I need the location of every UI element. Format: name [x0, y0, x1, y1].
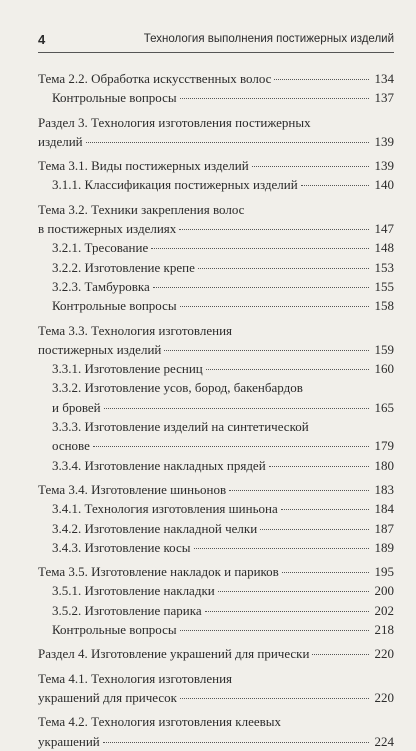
toc-entry-page: 155: [374, 278, 394, 294]
toc-entry-title: изделий: [38, 133, 83, 149]
toc-entry-title: Тема 3.2. Техники закрепления волос: [38, 201, 245, 217]
toc-entry[interactable]: [38, 258, 394, 277]
leader-dots: [229, 489, 369, 491]
toc-entry-title: Контрольные вопросы: [52, 622, 177, 638]
leader-dots: [281, 508, 369, 510]
toc-entry-title: 3.2.3. Тамбуровка: [52, 278, 150, 294]
toc-entry-title: Тема 3.1. Виды постижерных изделий: [38, 158, 249, 174]
leader-dots: [151, 247, 369, 249]
toc-entry-page: 200: [374, 583, 394, 599]
toc-entry-title: Тема 2.2. Обработка искусственных волос: [38, 71, 272, 86]
leader-dots: [269, 465, 369, 467]
leader-dots: [153, 286, 369, 288]
toc-entry-page: 159: [374, 341, 394, 357]
toc-entry[interactable]: [38, 669, 394, 688]
leader-dots: [260, 528, 369, 530]
toc-entry-page: 220: [374, 689, 394, 705]
toc-entry-page: 183: [374, 481, 394, 497]
toc-entry-page: 189: [374, 539, 394, 555]
leader-dots: [164, 349, 369, 351]
toc-entry-title: 3.5.2. Изготовление парика: [52, 602, 202, 618]
leader-dots: [206, 368, 369, 370]
toc-entry-title: 3.3.3. Изготовление изделий на синтетической: [52, 419, 309, 435]
toc-entry-title: украшений: [38, 733, 100, 749]
leader-dots: [274, 78, 369, 80]
toc-entry[interactable]: [38, 200, 394, 219]
toc-entry[interactable]: [38, 712, 394, 731]
leader-dots: [179, 228, 369, 230]
leader-dots: [312, 653, 369, 655]
leader-dots: [198, 267, 369, 269]
leader-dots: [104, 407, 369, 409]
toc-entry[interactable]: [38, 277, 394, 296]
leader-dots: [282, 571, 369, 573]
toc-entry-title: 3.3.4. Изготовление накладных прядей: [52, 457, 266, 473]
toc-entry-page: 187: [374, 520, 394, 536]
toc-entry-title: 3.5.1. Изготовление накладки: [52, 583, 215, 599]
leader-dots: [180, 629, 369, 631]
running-header: [38, 30, 394, 53]
toc-entry[interactable]: [38, 732, 394, 751]
toc-entry[interactable]: [38, 69, 394, 88]
toc-entry-page: 160: [374, 361, 394, 377]
toc-entry-title: 3.3.2. Изготовление усов, бород, бакенбардов: [52, 380, 303, 396]
toc-entry-title: 3.4.1. Технология изготовления шиньона: [52, 501, 278, 517]
toc-entry[interactable]: [38, 219, 394, 238]
toc-entry[interactable]: [38, 417, 394, 436]
toc-entry-title: постижерных изделий: [38, 341, 162, 357]
leader-dots: [103, 741, 369, 743]
toc-entry[interactable]: [38, 620, 394, 639]
toc-entry-page: 202: [374, 602, 394, 618]
leader-dots: [194, 547, 369, 549]
leader-dots: [218, 590, 369, 592]
toc-entry-title: Тема 3.5. Изготовление накладок и париков: [38, 564, 279, 580]
toc-entry-title: основе: [52, 438, 90, 454]
toc-entry-title: 3.3.1. Изготовление ресниц: [52, 361, 203, 377]
toc-entry-page: 158: [374, 298, 394, 314]
running-title: Технология выполнения постижерных изделий: [143, 33, 394, 45]
leader-dots: [86, 141, 369, 143]
toc-entry-title: 3.4.2. Изготовление накладной челки: [52, 520, 258, 536]
leader-dots: [180, 305, 369, 307]
toc-entry[interactable]: [38, 644, 394, 663]
toc-entry[interactable]: [38, 113, 394, 132]
toc-entry[interactable]: [38, 581, 394, 600]
toc-entry-title: 3.1.1. Классификация постижерных изделий: [52, 177, 298, 193]
toc-entry-page: 224: [374, 733, 394, 749]
leader-dots: [93, 445, 369, 447]
toc-entry[interactable]: [38, 340, 394, 359]
leader-dots: [252, 165, 369, 167]
toc-entry-page: 180: [374, 457, 394, 473]
toc-entry-title: 3.2.2. Изготовление крепе: [52, 259, 195, 275]
toc-entry[interactable]: [38, 499, 394, 518]
leader-dots: [205, 610, 369, 612]
toc-entry-page: 184: [374, 501, 394, 517]
toc-entry-page: 137: [374, 90, 394, 106]
toc-entry[interactable]: [38, 359, 394, 378]
toc-entry-page: 139: [374, 158, 394, 174]
toc-entry[interactable]: [38, 156, 394, 175]
toc-entry-page: 148: [374, 240, 394, 256]
toc-entry-page: 179: [374, 438, 394, 454]
toc-entry[interactable]: [38, 238, 394, 257]
toc-entry-page: 153: [374, 259, 394, 275]
leader-dots: [180, 97, 369, 99]
toc-entry-page: 139: [374, 133, 394, 149]
toc-entry-title: Раздел 4. Изготовление украшений для прически: [38, 646, 310, 662]
page-number: 4: [38, 32, 46, 47]
toc-entry-title: в постижерных изделиях: [38, 221, 177, 237]
toc-entry-title: Тема 4.1. Технология изготовления: [38, 670, 233, 686]
toc-entry-title: 3.2.1. Тресование: [52, 240, 149, 256]
table-of-contents: [38, 69, 394, 751]
toc-entry-page: 134: [374, 71, 394, 86]
toc-entry-page: 165: [374, 399, 394, 415]
toc-entry[interactable]: [38, 88, 394, 107]
toc-entry[interactable]: [38, 519, 394, 538]
toc-entry-title: украшений для причесок: [38, 689, 177, 705]
toc-entry-page: 140: [374, 177, 394, 193]
toc-entry[interactable]: [38, 688, 394, 707]
toc-entry-title: Тема 3.4. Изготовление шиньонов: [38, 481, 227, 497]
toc-entry-page: 218: [374, 622, 394, 638]
toc-entry-title: Тема 4.2. Технология изготовления клеевых: [38, 714, 281, 730]
toc-entry[interactable]: [38, 436, 394, 455]
toc-entry[interactable]: [38, 538, 394, 557]
leader-dots: [301, 184, 369, 186]
toc-entry[interactable]: [38, 562, 394, 581]
toc-entry-title: Контрольные вопросы: [52, 298, 177, 314]
leader-dots: [180, 697, 369, 699]
toc-entry-title: Контрольные вопросы: [52, 90, 177, 106]
toc-entry[interactable]: [38, 601, 394, 620]
toc-entry[interactable]: [38, 175, 394, 194]
toc-entry-page: 147: [374, 221, 394, 237]
toc-entry[interactable]: [38, 321, 394, 340]
toc-entry[interactable]: [38, 132, 394, 151]
toc-entry[interactable]: [38, 378, 394, 397]
toc-entry[interactable]: [38, 398, 394, 417]
toc-entry[interactable]: [38, 480, 394, 499]
toc-entry[interactable]: [38, 456, 394, 475]
toc-entry-page: 195: [374, 564, 394, 580]
toc-entry-title: и бровей: [52, 399, 101, 415]
toc-entry[interactable]: [38, 296, 394, 315]
toc-entry-title: Раздел 3. Технология изготовления постижерных: [38, 114, 311, 130]
toc-entry-title: 3.4.3. Изготовление косы: [52, 539, 191, 555]
toc-entry-page: 220: [374, 646, 394, 662]
toc-entry-title: Тема 3.3. Технология изготовления: [38, 322, 233, 338]
